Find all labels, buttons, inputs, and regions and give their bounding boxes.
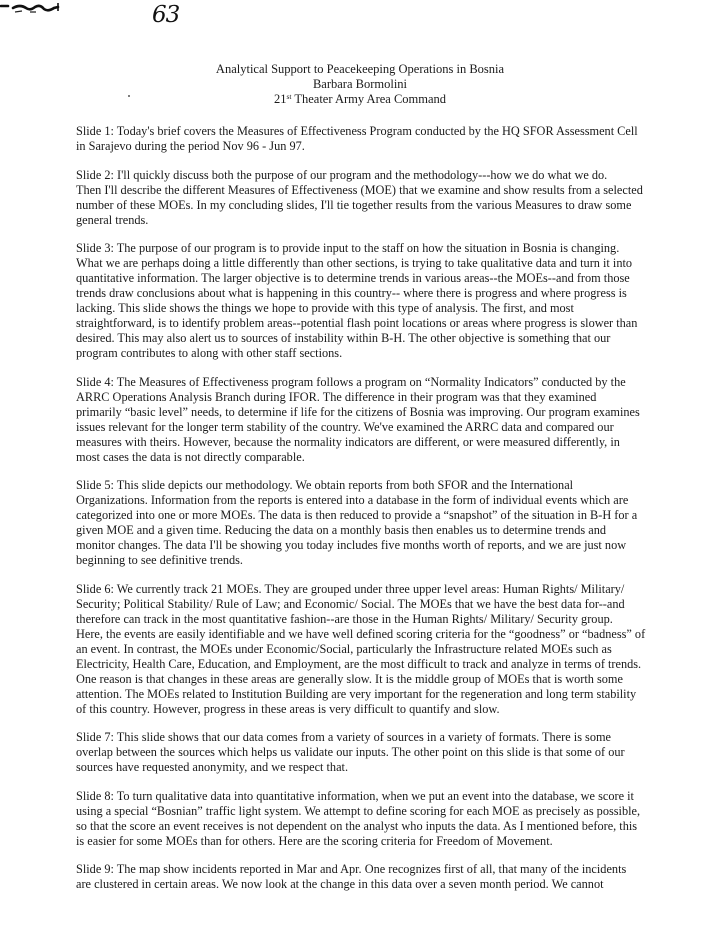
text-line: in Sarajevo during the period Nov 96 - Jun 97.	[76, 139, 305, 153]
text-line: issues relevant for the longer term stability of the country. We've examined the ARRC data and compared our	[76, 419, 614, 434]
text-line: Slide 4: The Measures of Effectiveness program follows a program on “Normality Indicators” conducted by the	[76, 374, 626, 389]
text-line: Organizations. Information from the reports is entered into a database in the form of individual events which are	[76, 493, 629, 507]
text-line: desired. This may also alert us to sources of instability within B-H. The other objective is something that our	[76, 331, 611, 345]
text-line: attention. The MOEs related to Institution Building are very important for the regeneration and long term stability	[76, 686, 637, 701]
slide-paragraph	[76, 124, 652, 154]
text-line: overlap between the sources which helps us validate our inputs. The other point on this slide is that some of our	[76, 745, 625, 759]
text-line: categorized into one or more MOEs. The data is then reduced to provide a “snapshot” of the situation in B-H for a	[76, 508, 638, 522]
text-line: Slide 2: I'll quickly discuss both the purpose of our program and the methodology---how we do what we do.	[76, 167, 608, 182]
document-header	[0, 62, 720, 107]
slide-paragraph	[76, 582, 652, 717]
text-line: Slide 6: We currently track 21 MOEs. They are grouped under three upper level areas: Human Rights/ Military/	[76, 581, 625, 596]
slide-paragraph	[76, 730, 652, 775]
text-line: Then I'll describe the different Measures of Effectiveness (MOE) that we examine and show results from a selected	[76, 182, 643, 197]
text-line: Slide 8: To turn qualitative data into quantitative information, when we put an event into the database, we score it	[76, 788, 634, 803]
document-title: Analytical Support to Peacekeeping Operations in Bosnia	[215, 62, 505, 76]
text-line: Here, the events are easily identifiable and we have well defined scoring criteria for the “goodness” or “badness” of	[76, 626, 646, 641]
text-line: using a special “Bosnian” traffic light system. We attempt to define scoring for each MOE as precisely as possible,	[76, 803, 641, 818]
text-line: Slide 9: The map show incidents reported in Mar and Apr. One recognizes first of all, that many of the incidents	[76, 862, 627, 876]
text-line: are clustered in certain areas. We now look at the change in this data over a seven month period. We cannot	[76, 877, 604, 891]
text-line: an event. In contrast, the MOEs under Economic/Social, particularly the Infrastructure related MOEs such as	[76, 641, 612, 656]
text-line: measures with theirs. However, because the normality indicators are different, or were measured differently, in	[76, 434, 620, 449]
text-line: therefore can track in the most quantitative fashion--are those in the Human Rights/ Military/ Security group.	[76, 611, 613, 626]
text-line: program contributes to along with other staff sections.	[76, 346, 343, 360]
slide-paragraph	[76, 862, 652, 892]
text-line: Slide 7: This slide shows that our data comes from a variety of sources in a variety of formats. There is some	[76, 730, 612, 744]
text-line: lacking. This slide shows the things we hope to provide with this type of analysis. The first, and most	[76, 301, 574, 315]
text-line: Slide 3: The purpose of our program is to provide input to the staff on how the situation in Bosnia is changing.	[76, 241, 620, 255]
text-line: Electricity, Health Care, Education, and Employment, are the most difficult to track and analyze in terms of trends.	[76, 656, 642, 671]
text-line: quantitative information. The larger objective is to determine trends in various areas--the MOEs--and from those	[76, 271, 630, 285]
slide-paragraph	[76, 478, 652, 568]
text-line: given MOE and a given time. Reducing the data on a monthly basis then enables us to determine trends and	[76, 523, 607, 537]
text-line: monitor changes. The data I'll be showing you today includes five months worth of reports, and we are just now	[76, 538, 627, 552]
slide-paragraph	[76, 168, 652, 228]
slide-paragraph	[76, 375, 652, 465]
text-line: ARRC Operations Analysis Branch during IFOR. The difference in their program was that they examined	[76, 389, 597, 404]
text-line: primarily “basic level” needs, to determine if life for the citizens of Bosnia was improving. Our program examines	[76, 404, 640, 419]
text-line: trends draw conclusions about what is happening in this country-- where there is progress and where progress is	[76, 286, 627, 300]
author-name: Barbara Bormolini	[312, 77, 408, 91]
text-line: is easier for some MOEs than for others. Here are the scoring criteria for Freedom of Movement.	[76, 833, 553, 848]
author-unit: 21st Theater Army Area Command	[273, 92, 447, 106]
slide-paragraph	[76, 241, 652, 361]
text-line: sources have requested anonymity, and we respect that.	[76, 760, 349, 774]
text-line: of this country. However, progress in these areas is very difficult to quantify and slow.	[76, 701, 500, 716]
document-body	[76, 124, 652, 906]
slide-paragraph	[76, 789, 652, 849]
text-line: number of these MOEs. In my concluding slides, I'll tie together results from the various Measures to draw some	[76, 197, 632, 212]
text-line: so that the score an event receives is not dependent on the analyst who inputs the data. As I mentioned before, this	[76, 818, 638, 833]
handwritten-scribble	[0, 0, 64, 22]
text-line: general trends.	[76, 212, 149, 227]
handwritten-page-number: 63	[152, 2, 180, 28]
text-line: beginning to see definitive trends.	[76, 553, 243, 567]
text-line: Slide 5: This slide depicts our methodology. We obtain reports from both SFOR and the International	[76, 478, 574, 492]
text-line: most cases the data is not directly comparable.	[76, 449, 305, 464]
text-line: One reason is that changes in these areas are generally slow. It is the middle group of MOEs that is worth some	[76, 671, 623, 686]
text-line: Security; Political Stability/ Rule of Law; and Economic/ Social. The MOEs that we have the best data for--and	[76, 596, 625, 611]
text-line: What we are perhaps doing a little differently than other sections, is trying to take qualitative data and turn it into	[76, 256, 633, 270]
text-line: straightforward, is to identify problem areas--potential flash point locations or areas where progress is slower than	[76, 316, 638, 330]
text-line: Slide 1: Today's brief covers the Measures of Effectiveness Program conducted by the HQ SFOR Assessment Cell	[76, 124, 638, 138]
